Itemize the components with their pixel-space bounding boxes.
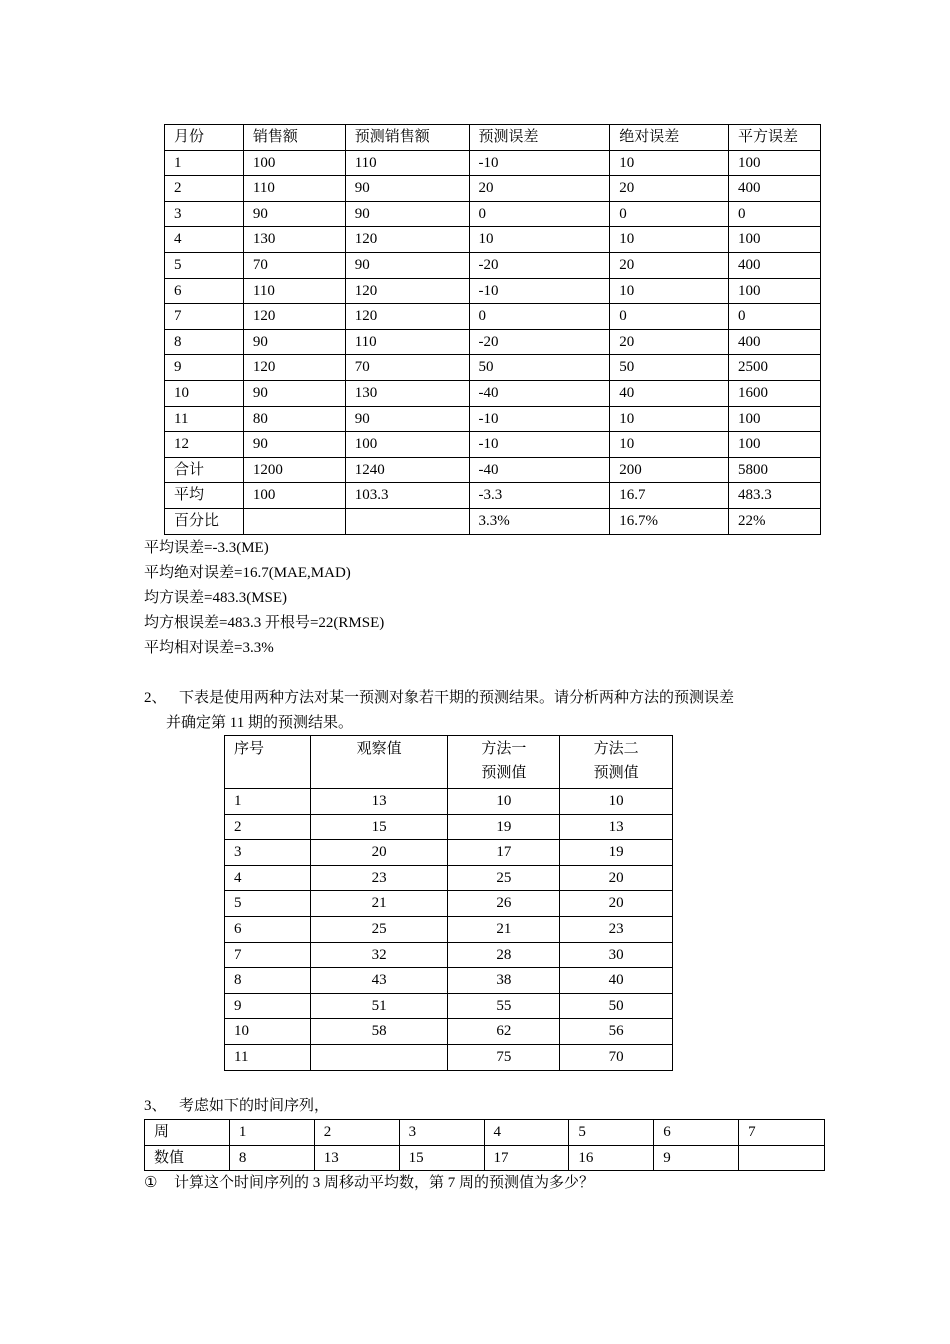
question-2-text: 下表是使用两种方法对某一预测对象若干期的预测结果。请分析两种方法的预测误差	[179, 690, 735, 706]
table-row	[165, 380, 821, 406]
table-cell: 5	[225, 891, 311, 917]
table-row	[165, 278, 821, 304]
table-cell: 8	[165, 329, 244, 355]
table-cell: 17	[484, 1145, 569, 1171]
table-cell: 20	[560, 891, 673, 917]
table-cell: 9	[654, 1145, 739, 1171]
table-cell: 110	[243, 278, 345, 304]
table-cell: 40	[560, 968, 673, 994]
table-cell: 100	[729, 432, 821, 458]
table-cell: 100	[729, 406, 821, 432]
table-cell: 数值	[145, 1145, 230, 1171]
table-row	[145, 1145, 825, 1171]
table-cell: 483.3	[729, 483, 821, 509]
table-cell: 21	[448, 916, 560, 942]
summary-me: 平均误差=-3.3(ME)	[144, 540, 269, 556]
table-row	[165, 227, 821, 253]
table-cell: 9	[225, 993, 311, 1019]
table-cell: -20	[469, 329, 610, 355]
table-cell: 130	[243, 227, 345, 253]
table-cell: 10	[610, 278, 729, 304]
table-cell: 1600	[729, 380, 821, 406]
table-cell: 50	[560, 993, 673, 1019]
table-cell: 6	[165, 278, 244, 304]
table-cell: 3	[225, 840, 311, 866]
table-cell: 120	[243, 355, 345, 381]
table-cell: 周	[145, 1120, 230, 1146]
table-row	[225, 942, 673, 968]
table-row	[165, 406, 821, 432]
table-cell: 10	[165, 380, 244, 406]
table-cell: 100	[345, 432, 469, 458]
table-cell: 70	[345, 355, 469, 381]
table-cell: 16.7%	[610, 508, 729, 534]
table-cell: 10	[610, 406, 729, 432]
table-cell: 20	[310, 840, 448, 866]
table-cell: 4	[484, 1120, 569, 1146]
header-cell: 月份	[165, 125, 244, 151]
table-cell: -40	[469, 380, 610, 406]
table-cell: 11	[225, 1044, 311, 1070]
table-cell	[243, 508, 345, 534]
table-cell: 12	[165, 432, 244, 458]
table-cell: 90	[243, 432, 345, 458]
table-row	[225, 840, 673, 866]
sub-question-text: 计算这个时间序列的 3 周移动平均数，第 7 周的预测值为多少？	[174, 1175, 595, 1191]
table-cell: 2	[165, 176, 244, 202]
table-cell: 110	[345, 329, 469, 355]
table-row	[165, 483, 821, 509]
question-2-text-cont: 并确定第 11 期的预测结果。	[166, 715, 353, 731]
table-cell: 百分比	[165, 508, 244, 534]
table-cell: 20	[610, 329, 729, 355]
table-cell: 38	[448, 968, 560, 994]
table-cell: 6	[654, 1120, 739, 1146]
table-cell: 100	[243, 483, 345, 509]
table-cell: 120	[243, 304, 345, 330]
table-cell: 90	[345, 406, 469, 432]
table-cell: -10	[469, 278, 610, 304]
table-cell: 400	[729, 176, 821, 202]
table-cell: 100	[729, 227, 821, 253]
table-cell: 0	[729, 304, 821, 330]
table-row	[225, 814, 673, 840]
table-cell: 90	[345, 176, 469, 202]
two-method-forecast-table	[224, 735, 673, 1071]
sub-question-marker: ①	[144, 1175, 158, 1191]
header-cell	[560, 736, 673, 789]
table-cell: 110	[243, 176, 345, 202]
table-cell: 合计	[165, 457, 244, 483]
table-row	[225, 1019, 673, 1045]
table-row	[165, 304, 821, 330]
table-row	[225, 993, 673, 1019]
table-cell: 70	[243, 252, 345, 278]
table-cell: 100	[729, 278, 821, 304]
table-cell: 130	[345, 380, 469, 406]
table-header-row	[165, 125, 821, 151]
table-cell: 90	[243, 329, 345, 355]
summary-rmse: 均方根误差=483.3 开根号=22(RMSE)	[144, 615, 385, 631]
header-cell-line: 预测值	[593, 765, 639, 781]
table-row	[225, 891, 673, 917]
table-cell: 2	[225, 814, 311, 840]
table-cell: 25	[448, 865, 560, 891]
table-cell: 62	[448, 1019, 560, 1045]
header-cell-line: 预测值	[481, 765, 527, 781]
table-cell	[345, 508, 469, 534]
table-cell: 20	[560, 865, 673, 891]
table-row	[165, 432, 821, 458]
table-cell: 30	[560, 942, 673, 968]
table-cell: 8	[225, 968, 311, 994]
table-cell: 23	[310, 865, 448, 891]
table-cell: 3	[165, 201, 244, 227]
table-cell: 90	[345, 201, 469, 227]
table-cell: -10	[469, 432, 610, 458]
table-cell: 16.7	[610, 483, 729, 509]
table-cell: 20	[469, 176, 610, 202]
header-cell: 销售额	[243, 125, 345, 151]
header-cell: 预测销售额	[345, 125, 469, 151]
table-cell: 120	[345, 278, 469, 304]
table-cell: 0	[469, 304, 610, 330]
table-cell: 6	[225, 916, 311, 942]
table-cell: 9	[165, 355, 244, 381]
table-cell: 3.3%	[469, 508, 610, 534]
table-cell: 19	[560, 840, 673, 866]
table-row	[165, 329, 821, 355]
question-3-text: 考虑如下的时间序列，	[179, 1098, 330, 1114]
table-cell: 13	[560, 814, 673, 840]
table-cell: 1	[165, 150, 244, 176]
table-cell: 7	[165, 304, 244, 330]
table-cell: 400	[729, 329, 821, 355]
table-cell: 80	[243, 406, 345, 432]
table-cell: 20	[610, 176, 729, 202]
table-row	[165, 355, 821, 381]
table-cell: 2	[314, 1120, 399, 1146]
table-row	[145, 1120, 825, 1146]
table-cell: -20	[469, 252, 610, 278]
table-cell: 16	[569, 1145, 654, 1171]
table-row	[225, 916, 673, 942]
table-cell: 5800	[729, 457, 821, 483]
table-cell: 11	[165, 406, 244, 432]
table-cell: -10	[469, 406, 610, 432]
table-cell: 120	[345, 227, 469, 253]
summary-mae: 平均绝对误差=16.7(MAE,MAD)	[144, 565, 351, 581]
table-cell: 1	[225, 789, 311, 815]
table-cell: -3.3	[469, 483, 610, 509]
table-cell: 1	[229, 1120, 314, 1146]
table-cell: 7	[225, 942, 311, 968]
table-cell: 13	[310, 789, 448, 815]
table-row	[225, 789, 673, 815]
table-cell: 90	[243, 380, 345, 406]
table-cell: 1200	[243, 457, 345, 483]
table-cell: 10	[560, 789, 673, 815]
table-cell: 15	[399, 1145, 484, 1171]
table-cell: 25	[310, 916, 448, 942]
table-cell: 平均	[165, 483, 244, 509]
table-cell: 20	[610, 252, 729, 278]
table-cell: 110	[345, 150, 469, 176]
table-cell: 0	[469, 201, 610, 227]
header-cell-line: 方法二	[593, 741, 639, 757]
table-row	[165, 252, 821, 278]
table-row	[165, 150, 821, 176]
table-cell: 22%	[729, 508, 821, 534]
table-row	[165, 201, 821, 227]
table-cell: 90	[345, 252, 469, 278]
table-cell: 43	[310, 968, 448, 994]
table-cell: 23	[560, 916, 673, 942]
table-row	[165, 176, 821, 202]
table-cell: 8	[229, 1145, 314, 1171]
table-cell: 103.3	[345, 483, 469, 509]
table-cell: 0	[610, 304, 729, 330]
table-row	[165, 457, 821, 483]
table-cell: 3	[399, 1120, 484, 1146]
table-cell: 200	[610, 457, 729, 483]
table-cell: 50	[610, 355, 729, 381]
header-cell: 序号	[225, 736, 311, 789]
table-row	[225, 865, 673, 891]
table-cell: 90	[243, 201, 345, 227]
question-3-number: 3、	[144, 1098, 167, 1114]
table-cell: 75	[448, 1044, 560, 1070]
table-cell: 10	[610, 432, 729, 458]
table-cell: 56	[560, 1019, 673, 1045]
table-cell: 58	[310, 1019, 448, 1045]
table-cell: 100	[243, 150, 345, 176]
table-cell: 70	[560, 1044, 673, 1070]
table-row	[165, 508, 821, 534]
summary-mse: 均方误差=483.3(MSE)	[144, 590, 288, 606]
header-cell: 预测误差	[469, 125, 610, 151]
table-cell: 5	[165, 252, 244, 278]
table-cell: 10	[225, 1019, 311, 1045]
table-cell: 17	[448, 840, 560, 866]
table-cell: 19	[448, 814, 560, 840]
table-cell: 55	[448, 993, 560, 1019]
table-cell: 10	[610, 227, 729, 253]
header-cell: 平方误差	[729, 125, 821, 151]
time-series-table	[144, 1119, 825, 1171]
table-cell: 40	[610, 380, 729, 406]
table-cell: 28	[448, 942, 560, 968]
question-2-number: 2、	[144, 690, 167, 706]
table-cell: 0	[729, 201, 821, 227]
table-cell: 13	[314, 1145, 399, 1171]
table-cell: 10	[448, 789, 560, 815]
table-cell: 1240	[345, 457, 469, 483]
table-cell: 0	[610, 201, 729, 227]
table-cell: 100	[729, 150, 821, 176]
table-cell: 7	[739, 1120, 825, 1146]
table-cell: 21	[310, 891, 448, 917]
table-cell: 120	[345, 304, 469, 330]
table-cell: -40	[469, 457, 610, 483]
table-cell: 32	[310, 942, 448, 968]
table-cell: 51	[310, 993, 448, 1019]
table-cell: 50	[469, 355, 610, 381]
table-row	[225, 968, 673, 994]
table-cell: 4	[225, 865, 311, 891]
table-cell: 4	[165, 227, 244, 253]
header-cell-line: 方法一	[481, 741, 527, 757]
table-row	[225, 1044, 673, 1070]
sales-forecast-table	[164, 124, 821, 535]
table-cell	[739, 1145, 825, 1171]
summary-mre: 平均相对误差=3.3%	[144, 640, 274, 656]
table-header-row	[225, 736, 673, 789]
table-cell: 400	[729, 252, 821, 278]
header-cell: 观察值	[310, 736, 448, 789]
header-cell: 绝对误差	[610, 125, 729, 151]
table-cell: 10	[469, 227, 610, 253]
table-cell: 2500	[729, 355, 821, 381]
table-cell: 5	[569, 1120, 654, 1146]
header-cell	[448, 736, 560, 789]
table-cell	[310, 1044, 448, 1070]
table-cell: 10	[610, 150, 729, 176]
table-cell: 26	[448, 891, 560, 917]
table-cell: 15	[310, 814, 448, 840]
table-cell: -10	[469, 150, 610, 176]
